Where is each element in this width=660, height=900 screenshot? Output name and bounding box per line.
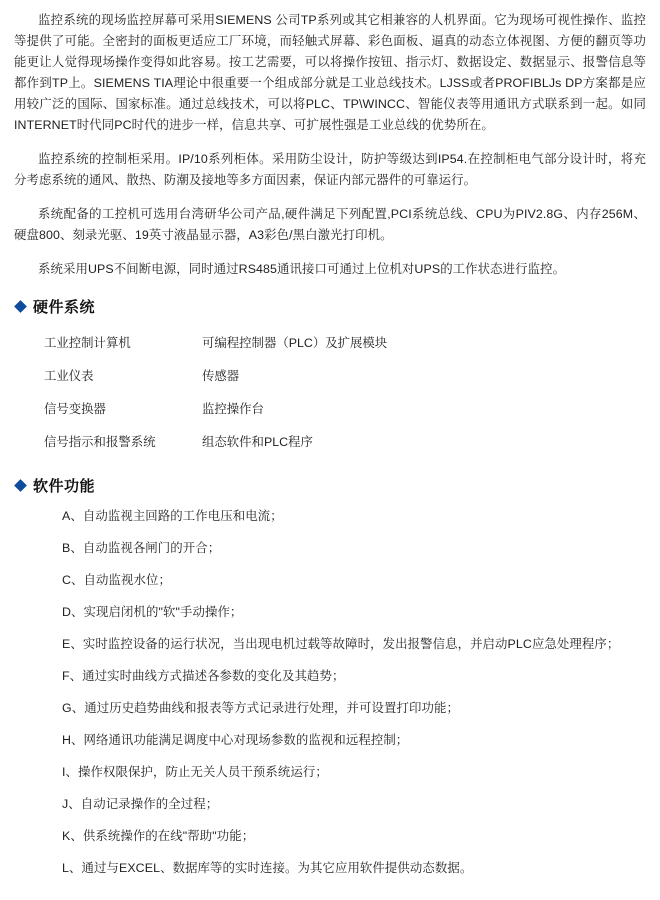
- software-function-list: [14, 506, 646, 890]
- paragraph-2: 监控系统的控制柜采用。IP/10系列柜体。采用防尘设计，防护等级达到IP54.在控制柜电气部分设计时，将充分考虑系统的通风、散热、防潮及接地等多方面因素，保证内部元器件的可靠运行。: [14, 152, 646, 187]
- diamond-bullet-icon: [14, 479, 27, 492]
- table-cell: 组态软件和PLC程序: [202, 435, 313, 449]
- paragraph-3: 系统配备的工控机可选用台湾研华公司产品,硬件满足下列配置,PCI系统总线、CPU为PIV2.8G、内存256M、硬盘800、刻录光驱、19英寸液晶显示器，A3彩色/黑白激光打印机。: [14, 207, 646, 242]
- list-item: I、操作权限保护，防止无关人员干预系统运行；: [62, 765, 328, 779]
- section-heading-software: [14, 475, 646, 496]
- table-row: [14, 426, 387, 459]
- page-bottom-spacer: [14, 890, 646, 894]
- list-item: F、通过实时曲线方式描述各参数的变化及其趋势；: [62, 669, 345, 683]
- section-title-hardware: 硬件系统: [33, 299, 96, 316]
- paragraph-4: 系统采用UPS不间断电源，同时通过RS485通讯接口可通过上位机对UPS的工作状态进行监控。: [38, 262, 566, 276]
- table-cell: 工业仪表: [44, 369, 94, 383]
- list-item: K、供系统操作的在线"帮助"功能；: [62, 829, 255, 843]
- section-heading-hardware: [14, 296, 646, 317]
- list-item: H、网络通讯功能满足调度中心对现场参数的监视和远程控制；: [62, 733, 409, 747]
- hardware-system-table: [14, 327, 387, 459]
- list-item: D、实现启闭机的"软"手动操作；: [62, 605, 243, 619]
- list-item: C、自动监视水位；: [62, 573, 171, 587]
- table-cell: 传感器: [202, 369, 240, 383]
- table-cell: 监控操作台: [202, 402, 264, 416]
- table-cell: 信号变换器: [44, 402, 106, 416]
- list-item: G、通过历史趋势曲线和报表等方式记录进行处理，并可设置打印功能；: [62, 701, 459, 715]
- table-cell: 可编程控制器（PLC）及扩展模块: [202, 336, 388, 350]
- diamond-bullet-icon: [14, 300, 27, 313]
- table-row: [14, 327, 387, 360]
- table-cell: 工业控制计算机: [44, 336, 131, 350]
- table-row: [14, 360, 387, 393]
- table-cell: 信号指示和报警系统: [44, 435, 156, 449]
- list-item: J、自动记录操作的全过程；: [62, 797, 219, 811]
- section-title-software: 软件功能: [33, 478, 96, 495]
- list-item: L、通过与EXCEL、数据库等的实时连接。为其它应用软件提供动态数据。: [62, 861, 473, 875]
- list-item: A、自动监视主回路的工作电压和电流；: [62, 509, 283, 523]
- list-item: B、自动监视各闸门的开合；: [62, 541, 221, 555]
- list-item: E、实时监控设备的运行状况，当出现电机过载等故障时，发出报警信息，并启动PLC应急处理程序；: [62, 637, 620, 651]
- table-row: [14, 393, 387, 426]
- paragraph-1: 监控系统的现场监控屏幕可采用SIEMENS 公司TP系列或其它相兼容的人机界面。它为现场可视性操作、监控等提供了可能。全密封的面板更适应工厂环境，而轻触式屏幕、彩色面板、逼真的动态立体视图、方便的翻页等功能更让人觉得现场操作变得如此容易。按工艺需要，可以将操作按钮、指示灯、数据设定、数据显示、报警信息等都作到TP上。SIEMENS TIA理论中很重要一个组成部分就是工业总线技术。LJSS或者PROFIBLJs DP方案都是应用较广泛的国际、国家标准。通过总线技术，可以将PLC、TP\WINCC、智能仪表等用通讯方式联系到一起。如同INTERNET时代同PC时代的进步一样，信息共享、可扩展性强是工业总线的优势所在。: [14, 13, 646, 132]
